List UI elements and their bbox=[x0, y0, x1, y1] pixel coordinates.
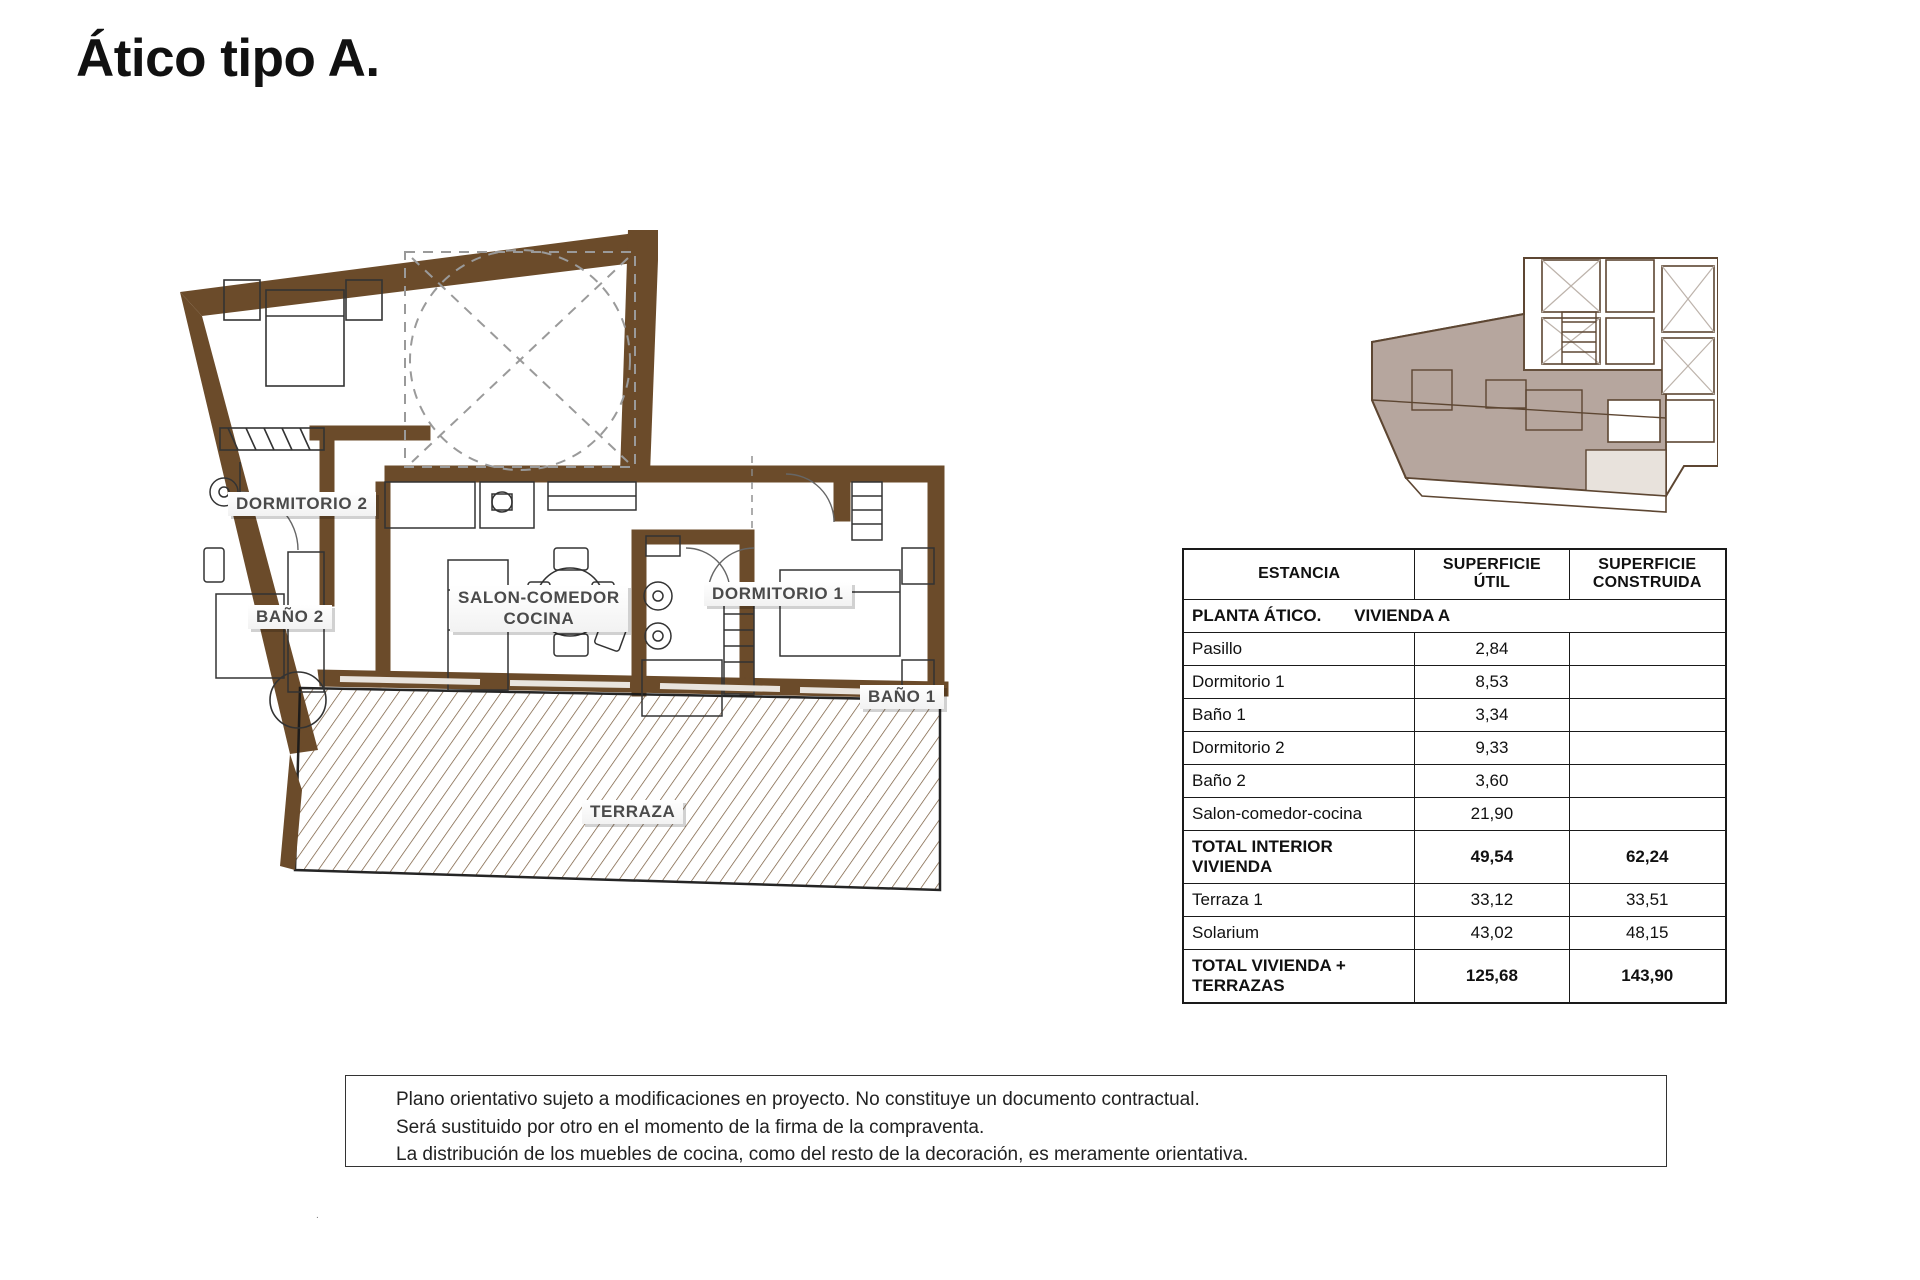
cell-room-name: Dormitorio 2 bbox=[1183, 731, 1415, 764]
page-title: Ático tipo A. bbox=[76, 29, 380, 88]
cell-construida bbox=[1569, 698, 1726, 731]
floor-plan-drawing bbox=[180, 230, 1200, 1090]
cell-construida bbox=[1569, 731, 1726, 764]
cell-room-name: Pasillo bbox=[1183, 632, 1415, 665]
room-label-dormitorio-1: DORMITORIO 1 bbox=[704, 582, 852, 606]
disclaimer-line-3: La distribución de los muebles de cocina, como del resto de la decoración, es meramente orientativa. bbox=[396, 1144, 1249, 1166]
cell-room-name: Baño 2 bbox=[1183, 764, 1415, 797]
surface-area-table bbox=[1182, 548, 1727, 1004]
cell-util: 3,60 bbox=[1415, 764, 1569, 797]
cell-room-name: Salon-comedor-cocina bbox=[1183, 797, 1415, 830]
cell-construida: 33,51 bbox=[1569, 883, 1726, 916]
cell-util: 43,02 bbox=[1415, 916, 1569, 949]
cell-room-name: Solarium bbox=[1183, 916, 1415, 949]
disclaimer-line-1: Plano orientativo sujeto a modificaciones en proyecto. No constituye un documento contractual. bbox=[396, 1089, 1200, 1110]
header-superficie-util bbox=[1415, 549, 1569, 599]
table-row bbox=[1183, 632, 1726, 665]
cell-util: 125,68 bbox=[1415, 949, 1569, 1003]
cell-room-name: TOTAL VIVIENDA + TERRAZAS bbox=[1183, 949, 1415, 1003]
header-construida-line2: CONSTRUIDA bbox=[1592, 574, 1702, 592]
room-label-salon-comedor-cocina bbox=[450, 585, 628, 632]
cell-util: 3,34 bbox=[1415, 698, 1569, 731]
table-section-row bbox=[1183, 599, 1726, 632]
cell-construida bbox=[1569, 764, 1726, 797]
room-label-dormitorio-2: DORMITORIO 2 bbox=[228, 492, 376, 516]
disclaimer-line-2: Será sustituido por otro en el momento de la firma de la compraventa. bbox=[396, 1116, 985, 1138]
header-construida-line1: SUPERFICIE bbox=[1598, 556, 1697, 573]
cell-construida bbox=[1569, 632, 1726, 665]
room-label-bano-2: BAÑO 2 bbox=[248, 605, 332, 629]
key-plan-thumbnail bbox=[1366, 250, 1718, 540]
disclaimer-box bbox=[345, 1075, 1667, 1167]
section-sublabel: VIVIENDA A bbox=[1354, 605, 1451, 625]
table-row-total-vivienda-terrazas bbox=[1183, 949, 1726, 1003]
cell-util: 2,84 bbox=[1415, 632, 1569, 665]
table-row bbox=[1183, 883, 1726, 916]
table-row-total-interior bbox=[1183, 830, 1726, 883]
cell-room-name: Terraza 1 bbox=[1183, 883, 1415, 916]
salon-label-line1: SALON-COMEDOR bbox=[458, 588, 620, 607]
cell-room-name: Dormitorio 1 bbox=[1183, 665, 1415, 698]
room-label-terraza: TERRAZA bbox=[582, 800, 683, 824]
table-row bbox=[1183, 698, 1726, 731]
cell-util: 9,33 bbox=[1415, 731, 1569, 764]
cell-construida: 62,24 bbox=[1569, 830, 1726, 883]
room-label-bano-1: BAÑO 1 bbox=[860, 685, 944, 709]
cell-room-name: TOTAL INTERIOR VIVIENDA bbox=[1183, 830, 1415, 883]
header-util-line2: ÚTIL bbox=[1473, 574, 1511, 592]
cell-util: 8,53 bbox=[1415, 665, 1569, 698]
table-row bbox=[1183, 916, 1726, 949]
cell-util: 33,12 bbox=[1415, 883, 1569, 916]
table-row bbox=[1183, 797, 1726, 830]
section-label: PLANTA ÁTICO. bbox=[1192, 605, 1322, 625]
cell-util: 21,90 bbox=[1415, 797, 1569, 830]
section-label-cell bbox=[1183, 599, 1726, 632]
table-row bbox=[1183, 764, 1726, 797]
cell-construida: 48,15 bbox=[1569, 916, 1726, 949]
header-estancia: ESTANCIA bbox=[1183, 549, 1415, 599]
table-header-row bbox=[1183, 549, 1726, 599]
table-row bbox=[1183, 665, 1726, 698]
salon-label-line2: COCINA bbox=[503, 609, 575, 629]
header-superficie-construida bbox=[1569, 549, 1726, 599]
cell-room-name: Baño 1 bbox=[1183, 698, 1415, 731]
cell-util: 49,54 bbox=[1415, 830, 1569, 883]
table-row bbox=[1183, 731, 1726, 764]
cell-construida bbox=[1569, 665, 1726, 698]
cell-construida bbox=[1569, 797, 1726, 830]
page-mark: . bbox=[316, 1210, 319, 1221]
cell-construida: 143,90 bbox=[1569, 949, 1726, 1003]
header-util-line1: SUPERFICIE bbox=[1442, 556, 1541, 573]
